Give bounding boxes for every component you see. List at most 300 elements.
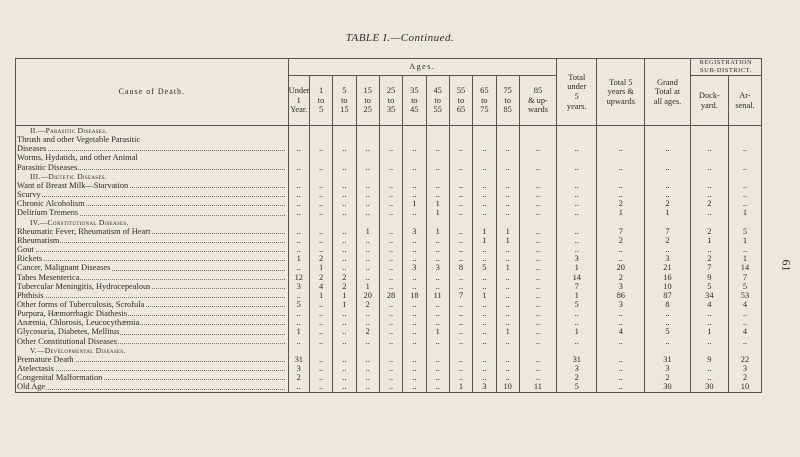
table-cell: 2 <box>356 300 379 309</box>
table-cell: 3 <box>288 364 309 373</box>
table-cell: .. <box>597 364 645 373</box>
table-cell: .. <box>379 227 402 236</box>
table-cell <box>309 135 332 144</box>
table-cell <box>557 346 597 355</box>
table-cell <box>519 153 556 162</box>
table-cell: 10 <box>496 382 519 392</box>
table-cell: .. <box>473 337 496 346</box>
table-cell <box>403 135 426 144</box>
table-cell: 3 <box>645 254 691 263</box>
table-cell: .. <box>379 190 402 199</box>
table-cell: .. <box>519 199 556 208</box>
page-number: 61 <box>779 259 794 272</box>
table-cell <box>333 126 356 136</box>
table-cell: 12 <box>288 273 309 282</box>
table-cell <box>379 218 402 227</box>
table-row <box>16 300 762 309</box>
table-cell: .. <box>333 263 356 272</box>
table-cell: .. <box>309 199 332 208</box>
table-cell: .. <box>333 190 356 199</box>
table-cell: .. <box>333 208 356 217</box>
table-cell <box>519 172 556 181</box>
header-ages: Ages. <box>288 59 556 76</box>
table-cell <box>309 126 332 136</box>
table-cell: 14 <box>557 273 597 282</box>
table-row <box>16 273 762 282</box>
table-cell: .. <box>597 190 645 199</box>
table-cell: 3 <box>728 364 761 373</box>
cause-label: Rheumatic Fever, Rheumatism of Heart <box>16 227 289 236</box>
table-row <box>16 163 762 172</box>
table-cell: .. <box>309 181 332 190</box>
table-cell: 7 <box>690 263 728 272</box>
header-age-column: Under 1 Year. <box>288 76 309 126</box>
table-cell: .. <box>449 254 472 263</box>
table-cell: 1 <box>728 208 761 217</box>
table-cell: .. <box>356 208 379 217</box>
table-cell: .. <box>333 199 356 208</box>
table-cell <box>690 153 728 162</box>
table-cell: .. <box>519 300 556 309</box>
table-cell <box>557 172 597 181</box>
table-cell: .. <box>519 273 556 282</box>
table-cell: 53 <box>728 291 761 300</box>
table-cell: .. <box>309 382 332 392</box>
table-cell: 3 <box>645 364 691 373</box>
table-cell: 1 <box>426 208 449 217</box>
table-cell: .. <box>597 245 645 254</box>
table-cell <box>333 172 356 181</box>
table-cell <box>309 346 332 355</box>
table-cell: .. <box>356 337 379 346</box>
table-cell: .. <box>426 254 449 263</box>
table-cell: .. <box>473 144 496 153</box>
table-cell <box>403 218 426 227</box>
table-cell <box>309 153 332 162</box>
table-cell: 2 <box>597 273 645 282</box>
table-cell: .. <box>557 163 597 172</box>
cause-label: Parasitic Diseases <box>16 163 289 172</box>
table-cell: .. <box>403 208 426 217</box>
table-cell <box>309 218 332 227</box>
table-cell: .. <box>496 245 519 254</box>
table-cell: .. <box>309 163 332 172</box>
table-cell: .. <box>333 227 356 236</box>
table-row <box>16 318 762 327</box>
table-cell: .. <box>690 245 728 254</box>
table-cell: .. <box>333 337 356 346</box>
table-cell: .. <box>557 208 597 217</box>
table-cell: .. <box>309 309 332 318</box>
table-cell: 1 <box>449 382 472 392</box>
table-row <box>16 227 762 236</box>
table-row <box>16 144 762 153</box>
table-cell: .. <box>519 227 556 236</box>
table-cell: .. <box>288 181 309 190</box>
table-cell: .. <box>473 327 496 336</box>
table-cell: .. <box>690 163 728 172</box>
table-cell: .. <box>356 382 379 392</box>
table-row <box>16 373 762 382</box>
table-cell: .. <box>449 163 472 172</box>
table-cell: .. <box>356 199 379 208</box>
table-cell: 2 <box>333 273 356 282</box>
table-cell: .. <box>496 144 519 153</box>
table-cell: .. <box>426 382 449 392</box>
table-cell: .. <box>557 144 597 153</box>
table-cell <box>426 153 449 162</box>
table-cell: .. <box>379 373 402 382</box>
table-cell <box>496 346 519 355</box>
table-cell: .. <box>403 273 426 282</box>
table-cell: .. <box>333 364 356 373</box>
table-cell: .. <box>379 163 402 172</box>
table-cell: 2 <box>690 254 728 263</box>
table-cell: 11 <box>426 291 449 300</box>
table-cell: .. <box>403 300 426 309</box>
table-cell <box>449 172 472 181</box>
table-cell <box>690 126 728 136</box>
table-cell: 1 <box>403 199 426 208</box>
table-row <box>16 327 762 336</box>
table-cell: .. <box>288 227 309 236</box>
table-cell: .. <box>519 327 556 336</box>
header-age-column: 45 to 55 <box>426 76 449 126</box>
table-cell: .. <box>333 254 356 263</box>
table-cell <box>496 218 519 227</box>
table-cell: .. <box>333 236 356 245</box>
table-cell: 1 <box>496 263 519 272</box>
cause-label: Glycosuria, Diabetes, Mellitus <box>16 327 289 336</box>
table-cell: 4 <box>309 282 332 291</box>
table-cell <box>597 135 645 144</box>
table-cell <box>449 135 472 144</box>
header-total-5-upwards: Total 5 years & upwards <box>597 59 645 126</box>
table-cell: .. <box>379 245 402 254</box>
table-cell: .. <box>449 199 472 208</box>
table-cell: .. <box>356 273 379 282</box>
table-cell: 22 <box>728 355 761 364</box>
table-cell: .. <box>379 254 402 263</box>
table-cell: .. <box>379 364 402 373</box>
table-cell: 1 <box>426 227 449 236</box>
table-cell: .. <box>645 190 691 199</box>
table-cell: .. <box>426 337 449 346</box>
table-cell: .. <box>496 282 519 291</box>
header-subdistrict: Ar- senal. <box>728 76 761 126</box>
cause-label: Diseases <box>16 144 289 153</box>
table-cell: .. <box>403 355 426 364</box>
table-cell <box>496 172 519 181</box>
table-cell: .. <box>645 309 691 318</box>
table-cell: .. <box>597 337 645 346</box>
table-row <box>16 236 762 245</box>
table-cell: .. <box>403 337 426 346</box>
table-cell <box>356 135 379 144</box>
table-cell: .. <box>473 199 496 208</box>
table-cell: 1 <box>728 254 761 263</box>
table-cell: 2 <box>690 199 728 208</box>
table-cell: 3 <box>473 382 496 392</box>
table-cell: .. <box>288 291 309 300</box>
table-cell: .. <box>403 163 426 172</box>
cause-label: Rheumatism <box>16 236 289 245</box>
table-cell: .. <box>557 318 597 327</box>
table-cell: 2 <box>333 282 356 291</box>
table-cell: .. <box>426 144 449 153</box>
table-cell: .. <box>449 144 472 153</box>
table-cell: 3 <box>557 254 597 263</box>
table-row <box>16 153 762 162</box>
table-cell: .. <box>728 318 761 327</box>
section-heading-row <box>16 126 762 136</box>
table-cell: .. <box>356 263 379 272</box>
table-cell: 2 <box>645 199 691 208</box>
cause-label: Tubercular Meningitis, Hydrocepealous <box>16 282 289 291</box>
table-cell: 2 <box>645 236 691 245</box>
table-cell: .. <box>288 199 309 208</box>
table-cell: .. <box>690 309 728 318</box>
table-cell: .. <box>690 364 728 373</box>
table-cell <box>645 218 691 227</box>
table-cell: .. <box>496 337 519 346</box>
table-cell: 1 <box>309 263 332 272</box>
table-cell: 5 <box>728 227 761 236</box>
table-cell: .. <box>403 327 426 336</box>
cause-label: Other Constitutional Diseases <box>16 337 289 346</box>
table-cell: .. <box>473 245 496 254</box>
table-cell: .. <box>356 163 379 172</box>
header-age-column: 15 to 25 <box>356 76 379 126</box>
table-cell: 3 <box>403 227 426 236</box>
table-cell: 20 <box>597 263 645 272</box>
table-cell: .. <box>449 227 472 236</box>
table-cell: 31 <box>645 355 691 364</box>
table-cell <box>597 346 645 355</box>
table-cell <box>496 126 519 136</box>
header-age-column: 25 to 35 <box>379 76 402 126</box>
table-cell: 2 <box>356 327 379 336</box>
table-cell: .. <box>519 282 556 291</box>
table-cell <box>356 126 379 136</box>
table-cell <box>645 346 691 355</box>
table-cell: .. <box>356 364 379 373</box>
table-cell <box>403 346 426 355</box>
table-cell: .. <box>309 227 332 236</box>
table-cell <box>690 218 728 227</box>
table-cell: .. <box>519 318 556 327</box>
table-cell <box>426 218 449 227</box>
table-cell <box>557 153 597 162</box>
table-cell <box>473 135 496 144</box>
table-cell: 5 <box>690 282 728 291</box>
table-cell: .. <box>496 300 519 309</box>
header-cause: Cause of Death. <box>16 59 289 126</box>
table-cell <box>728 135 761 144</box>
table-cell: .. <box>309 144 332 153</box>
table-cell <box>288 153 309 162</box>
table-cell: .. <box>403 181 426 190</box>
table-cell: .. <box>379 327 402 336</box>
table-cell: 5 <box>473 263 496 272</box>
cause-label: Congenital Malformation <box>16 373 289 382</box>
table-cell <box>288 172 309 181</box>
table-cell: .. <box>379 144 402 153</box>
table-cell: .. <box>728 181 761 190</box>
table-cell: 2 <box>309 254 332 263</box>
table-cell: .. <box>496 208 519 217</box>
table-cell: 31 <box>288 355 309 364</box>
table-cell: 1 <box>356 282 379 291</box>
table-cell: .. <box>728 163 761 172</box>
table-cell: .. <box>379 282 402 291</box>
table-cell: .. <box>449 327 472 336</box>
table-cell: .. <box>426 163 449 172</box>
cause-label: Purpura, Hæmorrhagic Diathesis <box>16 309 289 318</box>
table-cell: .. <box>473 355 496 364</box>
table-cell: .. <box>379 382 402 392</box>
mortality-table <box>15 58 762 393</box>
header-age-column: 75 to 85 <box>496 76 519 126</box>
table-row <box>16 355 762 364</box>
table-cell: .. <box>426 355 449 364</box>
table-row <box>16 282 762 291</box>
table-cell: .. <box>356 190 379 199</box>
table-cell: 1 <box>690 327 728 336</box>
table-cell: 3 <box>597 300 645 309</box>
table-cell <box>519 346 556 355</box>
table-cell: 1 <box>690 236 728 245</box>
header-age-column: 65 to 75 <box>473 76 496 126</box>
cause-label: IV.—Constitutional Diseases. <box>16 218 289 227</box>
table-cell <box>309 172 332 181</box>
table-cell: .. <box>496 355 519 364</box>
table-row <box>16 382 762 392</box>
table-cell: 31 <box>557 355 597 364</box>
table-cell: 10 <box>645 282 691 291</box>
table-cell: 4 <box>728 327 761 336</box>
cause-label: Chronic Alcoholism <box>16 199 289 208</box>
cause-label: Rickets <box>16 254 289 263</box>
table-cell: .. <box>728 337 761 346</box>
table-cell: 30 <box>645 382 691 392</box>
table-cell: .. <box>519 364 556 373</box>
table-cell: 1 <box>496 227 519 236</box>
table-cell: .. <box>645 318 691 327</box>
table-cell: .. <box>379 236 402 245</box>
table-cell: .. <box>379 309 402 318</box>
table-cell: .. <box>379 208 402 217</box>
table-cell: .. <box>449 208 472 217</box>
table-cell <box>473 346 496 355</box>
table-cell <box>288 126 309 136</box>
table-cell: .. <box>473 208 496 217</box>
table-cell: .. <box>309 190 332 199</box>
table-cell: .. <box>356 373 379 382</box>
header-age-column: 85 & up- wards <box>519 76 556 126</box>
table-cell: .. <box>645 337 691 346</box>
cause-label: Anæmia, Chlorosis, Leucocythæmia <box>16 318 289 327</box>
table-cell <box>426 135 449 144</box>
table-cell: .. <box>519 236 556 245</box>
table-cell <box>403 153 426 162</box>
table-cell: .. <box>597 181 645 190</box>
table-cell <box>519 135 556 144</box>
table-cell: 1 <box>288 327 309 336</box>
table-cell: .. <box>728 190 761 199</box>
table-cell: .. <box>449 373 472 382</box>
table-cell: .. <box>473 190 496 199</box>
table-cell <box>728 126 761 136</box>
cause-label: Old Age <box>16 382 289 392</box>
table-cell: .. <box>309 318 332 327</box>
table-cell: 1 <box>645 208 691 217</box>
table-cell: .. <box>379 355 402 364</box>
section-heading-row <box>16 346 762 355</box>
table-cell <box>426 126 449 136</box>
table-cell: .. <box>645 144 691 153</box>
table-cell: 2 <box>597 236 645 245</box>
table-cell: 2 <box>690 227 728 236</box>
table-cell: .. <box>519 190 556 199</box>
table-cell: 1 <box>426 327 449 336</box>
table-cell <box>496 153 519 162</box>
table-title: TABLE I.—Continued. <box>345 32 455 44</box>
table-cell: .. <box>496 373 519 382</box>
table-cell: .. <box>519 263 556 272</box>
table-cell <box>356 172 379 181</box>
table-cell <box>496 135 519 144</box>
table-cell: .. <box>356 144 379 153</box>
table-cell: 2 <box>309 273 332 282</box>
table-cell: 1 <box>333 291 356 300</box>
cause-label: V.—Developmental Diseases. <box>16 346 289 355</box>
table-cell <box>379 153 402 162</box>
table-row <box>16 181 762 190</box>
table-cell: 9 <box>690 273 728 282</box>
table-cell: .. <box>690 337 728 346</box>
table-cell: 3 <box>557 364 597 373</box>
cause-label: Atelectasis <box>16 364 289 373</box>
table-cell: .. <box>597 254 645 263</box>
table-cell: .. <box>519 245 556 254</box>
table-cell: 7 <box>449 291 472 300</box>
table-cell: 8 <box>449 263 472 272</box>
table-cell: 1 <box>473 291 496 300</box>
table-cell: .. <box>728 245 761 254</box>
table-cell: 1 <box>473 227 496 236</box>
table-cell: .. <box>496 273 519 282</box>
table-cell: .. <box>519 144 556 153</box>
table-cell: 87 <box>645 291 691 300</box>
table-cell: 5 <box>645 327 691 336</box>
table-cell: .. <box>309 364 332 373</box>
table-cell: .. <box>403 254 426 263</box>
table-cell: .. <box>449 181 472 190</box>
table-row <box>16 309 762 318</box>
table-row <box>16 135 762 144</box>
table-cell: 16 <box>645 273 691 282</box>
table-cell: .. <box>449 273 472 282</box>
table-cell: .. <box>496 254 519 263</box>
table-cell: .. <box>288 208 309 217</box>
table-cell: .. <box>473 181 496 190</box>
table-cell: .. <box>496 190 519 199</box>
table-cell: .. <box>309 373 332 382</box>
table-cell: .. <box>557 337 597 346</box>
table-cell: 10 <box>728 382 761 392</box>
table-cell: .. <box>403 309 426 318</box>
